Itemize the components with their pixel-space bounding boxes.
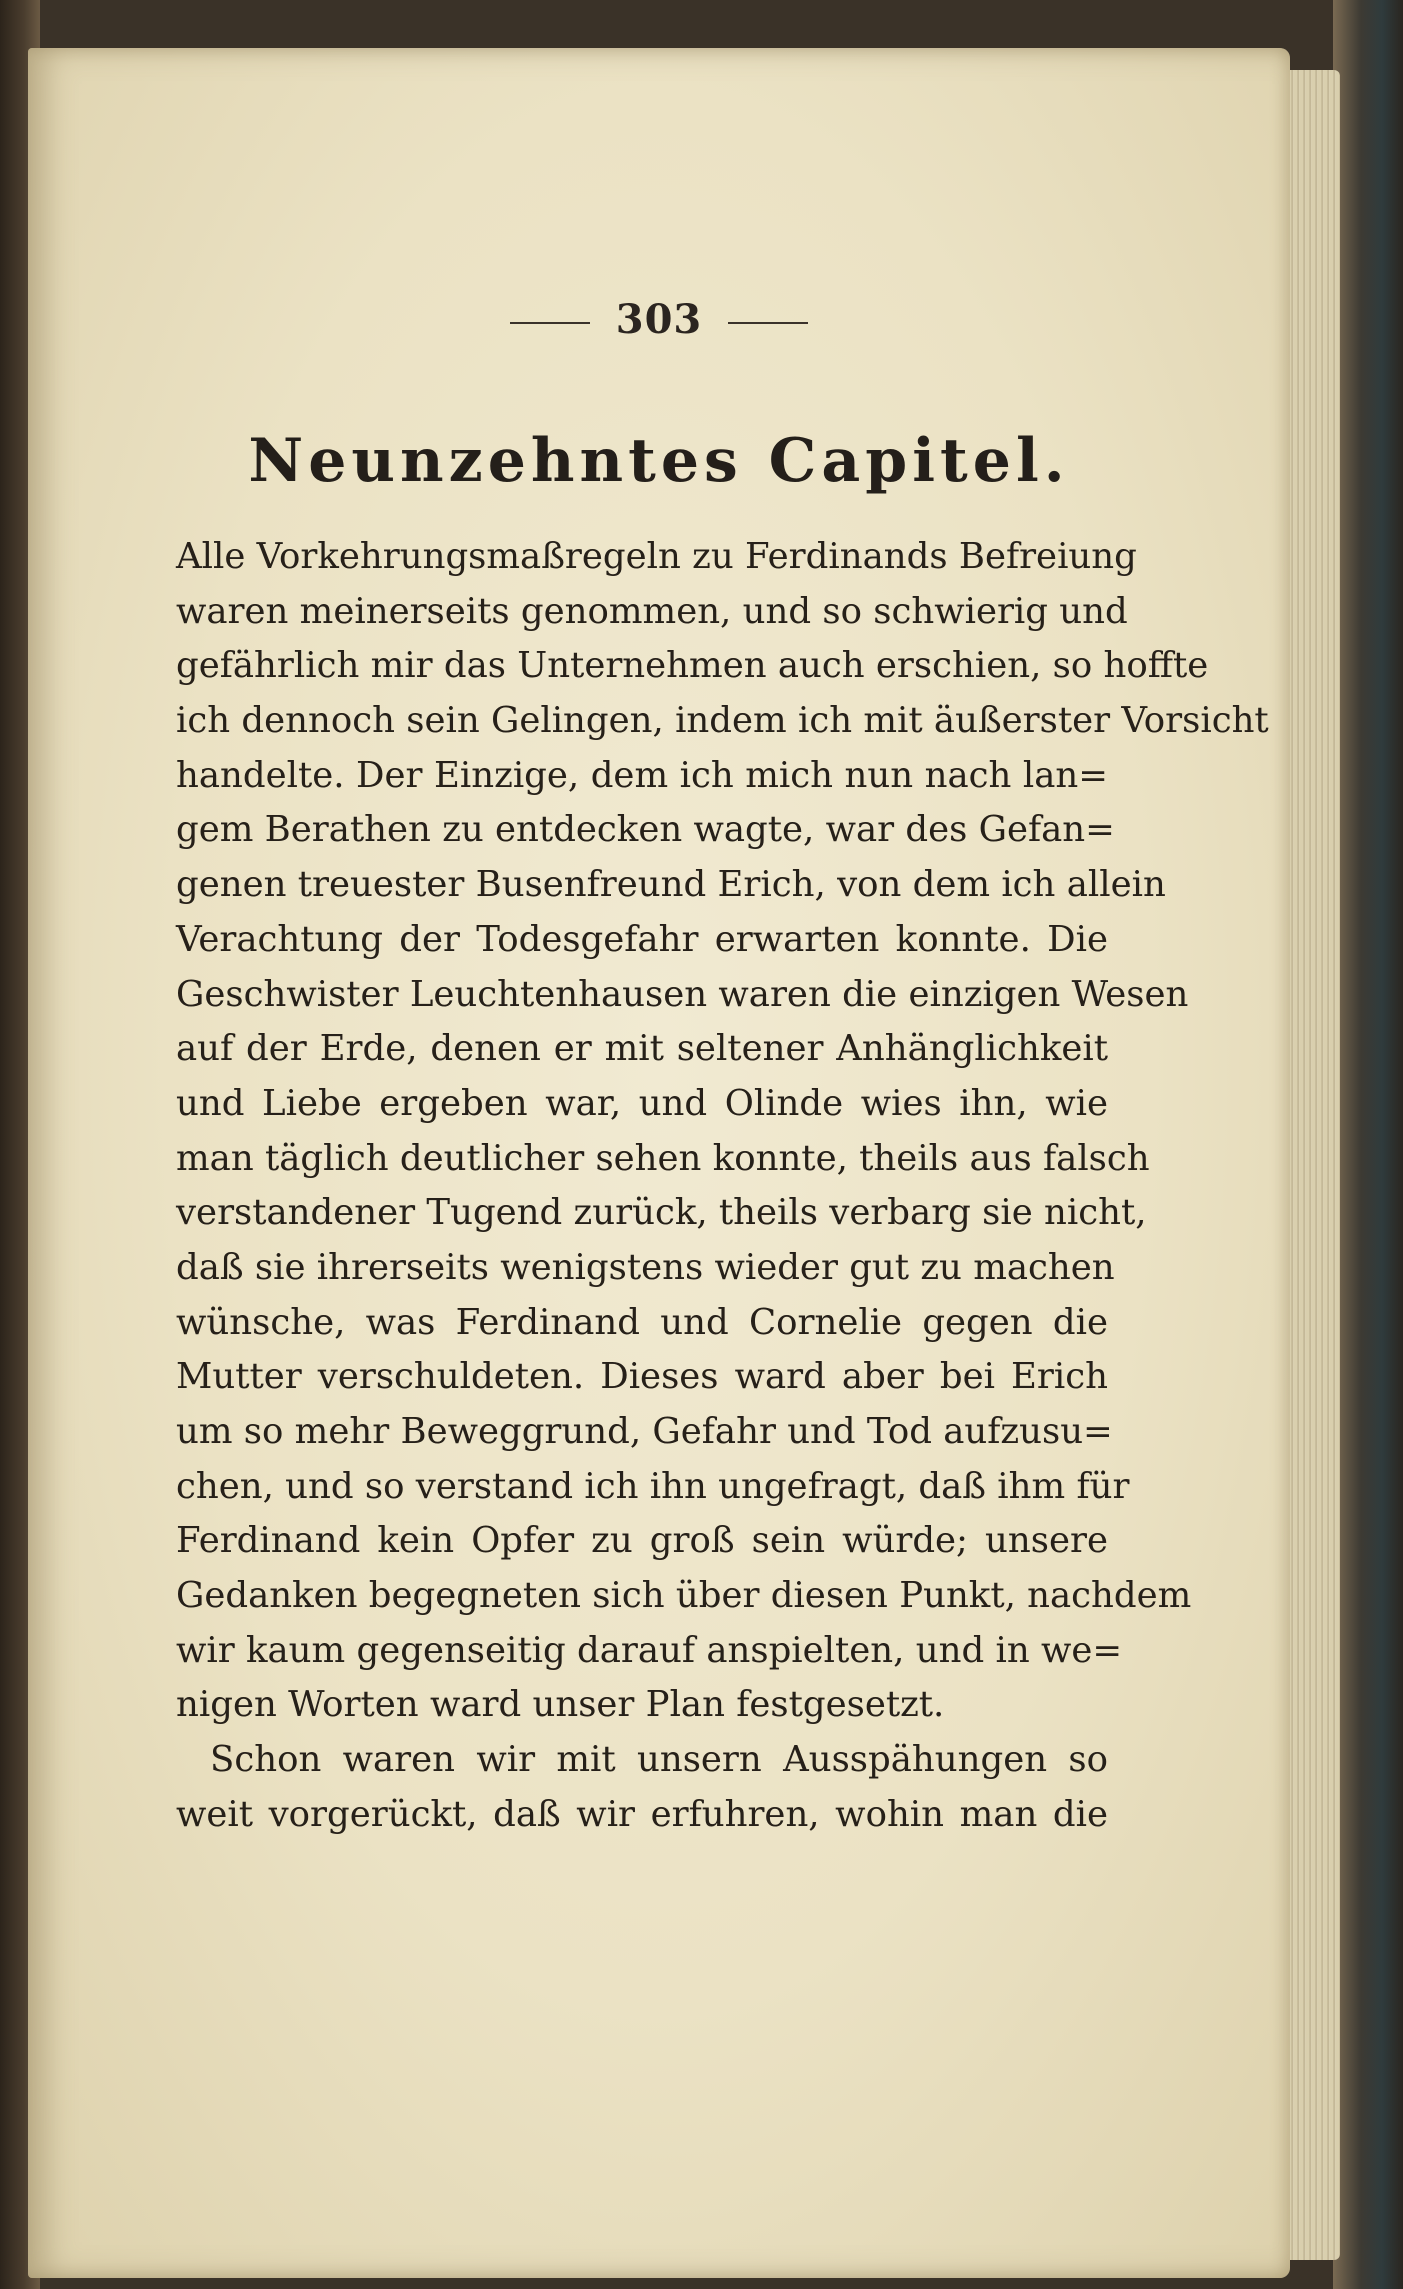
text-line: Schon waren wir mit unsern Ausspähungen so <box>210 1739 1108 1781</box>
text-line: gefährlich mir das Unternehmen auch erschien, so hoffte <box>176 645 1209 687</box>
text-line: chen, und so verstand ich ihn ungefragt, daß ihm für <box>176 1465 1130 1507</box>
text-line: verstandener Tugend zurück, theils verbarg sie nicht, <box>176 1192 1147 1234</box>
book-page <box>28 48 1290 2278</box>
text-line: man täglich deutlicher sehen konnte, theils aus falsch <box>176 1137 1150 1179</box>
text-line: weit vorgerückt, daß wir erfuhren, wohin man die <box>176 1793 1108 1835</box>
text-line: genen treuester Busenfreund Erich, von dem ich allein <box>176 864 1166 906</box>
text-line: wir kaum gegenseitig darauf anspielten, und in we= <box>176 1629 1123 1671</box>
text-line: Gedanken begegneten sich über diesen Punkt, nachdem <box>176 1575 1192 1617</box>
page-header <box>28 296 1290 343</box>
text-line: gem Berathen zu entdecken wagte, war des Gefan= <box>176 809 1115 851</box>
text-line: ich dennoch sein Gelingen, indem ich mit äußerster Vorsicht <box>176 700 1269 742</box>
page-number: 303 <box>615 296 703 343</box>
text-line: daß sie ihrerseits wenigstens wieder gut zu machen <box>176 1246 1115 1288</box>
text-line: Mutter verschuldeten. Dieses ward aber bei Erich <box>176 1356 1108 1398</box>
chapter-title: Neunzehntes Capitel. <box>248 426 1070 496</box>
header-rule-left <box>510 322 590 324</box>
text-line: Alle Vorkehrungsmaßregeln zu Ferdinands Befreiung <box>176 536 1137 577</box>
text-line: Geschwister Leuchtenhausen waren die einzigen Wesen <box>176 973 1189 1015</box>
text-line: auf der Erde, denen er mit seltener Anhänglichkeit <box>176 1028 1108 1070</box>
text-line: um so mehr Beweggrund, Gefahr und Tod aufzusu= <box>176 1411 1113 1452</box>
text-line: nigen Worten ward unser Plan festgesetzt. <box>176 1684 945 1726</box>
book-cover-right-edge <box>1333 0 1403 2289</box>
text-line: handelte. Der Einzige, dem ich mich nun nach lan= <box>176 754 1108 796</box>
text-line: waren meinerseits genommen, und so schwierig und <box>176 590 1128 632</box>
body-text <box>176 530 1269 1843</box>
text-line: wünsche, was Ferdinand und Cornelie gegen die <box>176 1301 1108 1343</box>
text-line: und Liebe ergeben war, und Olinde wies ihn, wie <box>176 1082 1108 1124</box>
text-line: Ferdinand kein Opfer zu groß sein würde; unsere <box>176 1520 1108 1562</box>
text-line: Verachtung der Todesgefahr erwarten konnte. Die <box>176 918 1108 960</box>
header-rule-right <box>728 322 808 324</box>
